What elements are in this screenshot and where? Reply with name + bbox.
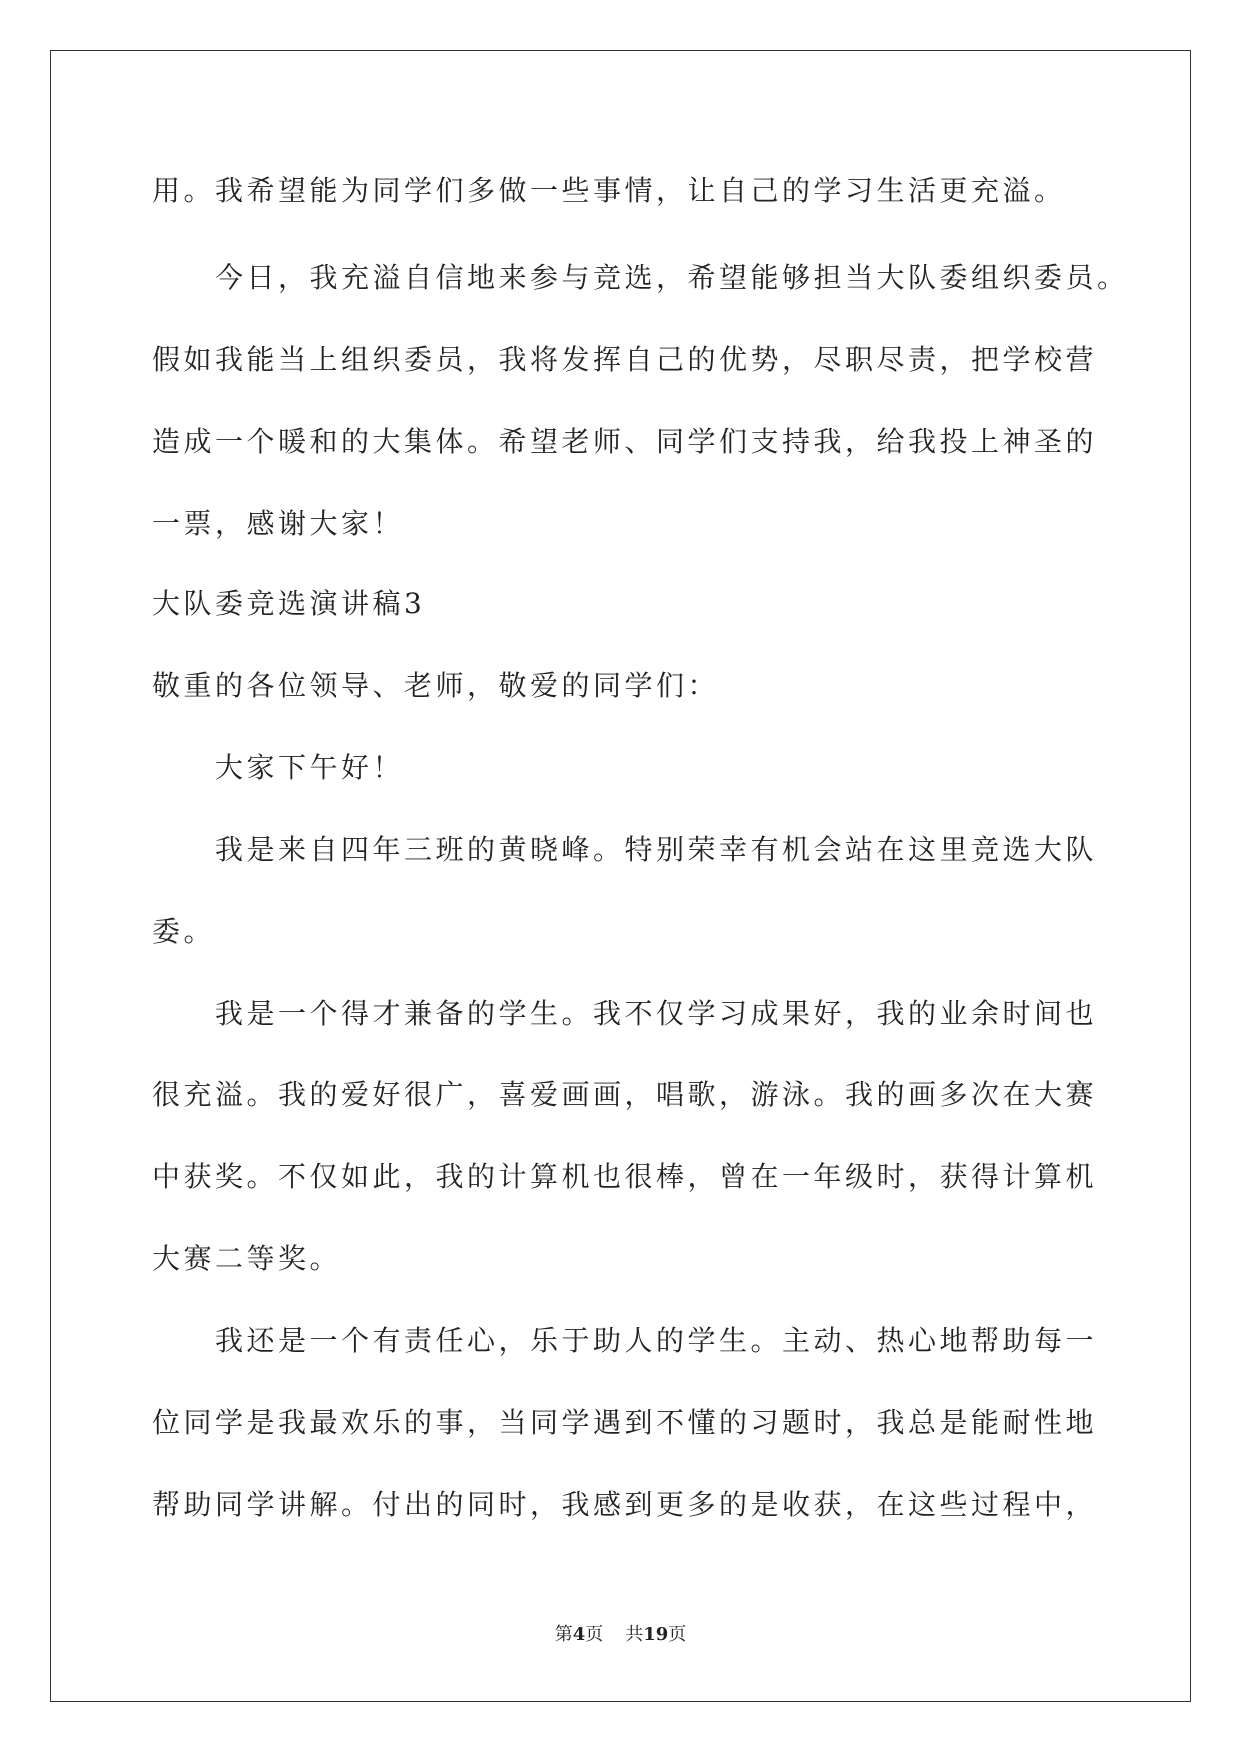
- salutation: 敬重的各位领导、老师，敬爱的同学们：: [152, 669, 720, 702]
- text-line-16: 位同学是我最欢乐的事，当同学遇到不懂的习题时，我总是能耐性地: [152, 1406, 1098, 1439]
- text-line-14: 大赛二等奖。: [152, 1242, 342, 1275]
- total-prefix: 共: [625, 1624, 644, 1645]
- total-suffix: 页: [668, 1624, 687, 1645]
- text-line-2: 今日，我充溢自信地来参与竞选，希望能够担当大队委组织委员。: [215, 261, 1129, 294]
- text-line-10: 委。: [152, 915, 216, 948]
- text-line-1: 用。我希望能为同学们多做一些事情，让自己的学习生活更充溢。: [152, 174, 1066, 207]
- page-border: [50, 50, 1191, 1702]
- text-line-11: 我是一个得才兼备的学生。我不仅学习成果好，我的业余时间也: [215, 997, 1098, 1030]
- text-line-13: 中获奖。不仅如此，我的计算机也很棒，曾在一年级时，获得计算机: [152, 1160, 1098, 1193]
- greeting: 大家下午好！: [215, 751, 405, 784]
- text-line-3: 假如我能当上组织委员，我将发挥自己的优势，尽职尽责，把学校营: [152, 343, 1098, 376]
- total-pages: 19: [643, 1624, 669, 1645]
- page-number: 4: [572, 1624, 586, 1645]
- page-footer: [0, 1623, 1241, 1647]
- section-heading: 大队委竞选演讲稿3: [152, 587, 426, 620]
- text-line-4: 造成一个暖和的大集体。希望老师、同学们支持我，给我投上神圣的: [152, 425, 1098, 458]
- page-prefix: 第: [554, 1624, 573, 1645]
- text-line-5: 一票，感谢大家！: [152, 507, 405, 540]
- text-line-12: 很充溢。我的爱好很广，喜爱画画，唱歌，游泳。我的画多次在大赛: [152, 1078, 1098, 1111]
- page-suffix: 页: [585, 1624, 604, 1645]
- text-line-15: 我还是一个有责任心，乐于助人的学生。主动、热心地帮助每一: [215, 1324, 1098, 1357]
- text-line-9: 我是来自四年三班的黄晓峰。特别荣幸有机会站在这里竞选大队: [215, 833, 1098, 866]
- text-line-17: 帮助同学讲解。付出的同时，我感到更多的是收获，在这些过程中，: [152, 1488, 1098, 1521]
